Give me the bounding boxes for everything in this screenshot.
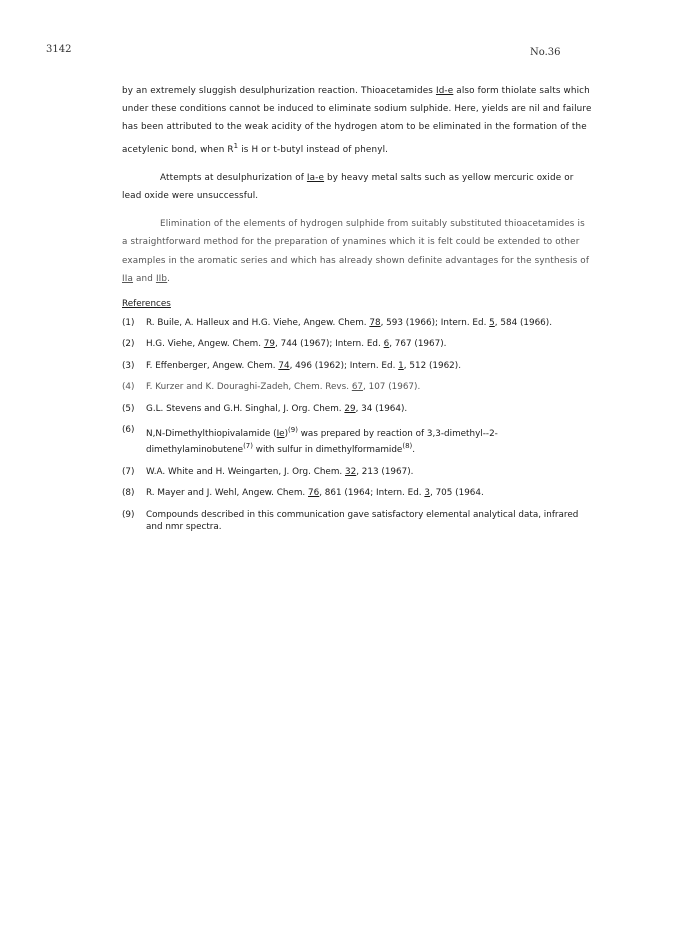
reference-item xyxy=(122,338,592,350)
text-run: , 512 (1962). xyxy=(403,360,462,371)
reference-text xyxy=(146,317,592,329)
text-run: W.A. White and H. Weingarten, J. Org. Chem. xyxy=(146,466,345,477)
volume: 79 xyxy=(263,339,275,350)
issue-number: No.36 xyxy=(530,47,561,58)
text-run: , 705 (1964. xyxy=(429,488,484,499)
reference-number: (6) xyxy=(122,425,135,436)
text-run: G.L. Stevens and G.H. Singhal, J. Org. Chem. xyxy=(146,403,345,414)
reference-text xyxy=(146,338,592,350)
reference-text: N,N-Dimethylthiopivalamide $(Ie)^{(9)}$ was prepared by reaction of 3,3-dimethyl--2-dimethylaminobutene$^{(7)}$ with sulfur in dimethylformamide$^{(8)}$. xyxy=(146,426,498,456)
compound-ref: Ia-e xyxy=(306,172,325,183)
compound-ref: IIb xyxy=(155,273,168,284)
text-run: , 213 (1967). xyxy=(356,466,414,477)
reference-item xyxy=(122,317,592,329)
text-run: , 593 (1966); Intern. Ed. xyxy=(380,318,490,329)
reference-list xyxy=(122,317,592,533)
reference-text xyxy=(146,360,592,372)
text-run: F. Effenberger, Angew. Chem. xyxy=(146,360,279,371)
reference-number: (1) xyxy=(122,318,135,329)
text-run: N,N-Dimethylthiopivalamide ( xyxy=(146,429,277,440)
text-run: F. Kurzer and K. Douraghi-Zadeh, Chem. Revs. xyxy=(146,382,352,393)
reference-item xyxy=(122,424,592,457)
reference-text xyxy=(146,487,592,499)
paragraph-2 xyxy=(122,169,592,205)
reference-text xyxy=(146,509,592,534)
reference-number: (2) xyxy=(122,339,135,350)
volume: 76 xyxy=(308,488,320,499)
volume: 74 xyxy=(278,360,290,371)
text-run: , 767 (1967). xyxy=(389,339,447,350)
volume: 5 xyxy=(489,318,495,329)
paragraph-3 xyxy=(122,215,592,288)
text-run: was prepared by reaction of 3,3-dimethyl--2-dimethylaminobutene xyxy=(146,429,498,456)
reference-item xyxy=(122,403,592,415)
text-run: , 584 (1966). xyxy=(494,318,553,329)
reference-item xyxy=(122,487,592,499)
volume: 3 xyxy=(424,488,430,499)
text-run: R. Buile, A. Halleux and H.G. Viehe, Angew. Chem. xyxy=(146,318,370,329)
text-run: , 861 (1964; Intern. Ed. xyxy=(319,488,425,499)
text-run: is H or t-butyl instead of phenyl. xyxy=(238,144,389,155)
superscript: 1 xyxy=(233,141,239,150)
volume: 29 xyxy=(344,403,356,414)
volume: 67 xyxy=(351,382,364,393)
text-run: by an extremely sluggish desulphurization reaction. Thioacetamides xyxy=(122,86,436,96)
text-run: , 34 (1964). xyxy=(355,403,408,414)
reference-text xyxy=(146,466,592,478)
text-run: and xyxy=(133,273,156,284)
volume: 32 xyxy=(345,466,357,477)
reference-item xyxy=(122,509,592,534)
text-run: H.G. Viehe, Angew. Chem. xyxy=(146,339,264,350)
superscript: (8) xyxy=(402,442,413,451)
reference-text xyxy=(146,381,592,393)
reference-number: (3) xyxy=(122,360,135,371)
reference-item xyxy=(122,381,592,393)
text-run: with sulfur in dimethylformamide xyxy=(252,445,403,456)
text-run: by heavy metal salts such as yellow mercuric oxide or lead oxide were unsuccessful. xyxy=(122,172,574,202)
text-run: . xyxy=(412,445,416,456)
article-body xyxy=(122,82,592,543)
text-run: , 744 (1967); Intern. Ed. xyxy=(275,339,384,350)
reference-number: (8) xyxy=(122,488,135,499)
compound-ref: Id-e xyxy=(435,86,454,96)
reference-text xyxy=(146,403,592,415)
reference-number: (9) xyxy=(122,509,135,520)
text-run: Attempts at desulphurization of xyxy=(160,172,307,183)
volume: 6 xyxy=(383,339,390,350)
text-run: . xyxy=(167,273,171,284)
reference-number: (7) xyxy=(122,466,135,477)
volume: 78 xyxy=(369,318,381,329)
reference-item xyxy=(122,360,592,372)
text-run: Compounds described in this communication gave satisfactory elemental analytical data, infrared and nmr spectra. xyxy=(146,509,579,533)
text-run: Elimination of the elements of hydrogen sulphide from suitably substituted thioacetamides is a straightforward method for the preparation of ynamines which it is felt could be extended to other examples in the aromatic series and which has already shown definite advantages for the synthesis of xyxy=(122,219,590,266)
superscript: (9) xyxy=(288,426,298,435)
superscript: (7) xyxy=(243,442,253,451)
compound-ref: Ie xyxy=(276,429,285,440)
reference-number: (5) xyxy=(122,403,135,414)
text-run: also form thiolate salts which under these conditions cannot be induced to eliminate sodium sulphide. Here, yields are nil and failure has been attributed to the weak acidity of the hydrogen atom to be eliminated in the formation of the acetylenic bond, when R xyxy=(122,86,592,155)
page-number: 3142 xyxy=(46,44,72,55)
text-run: , 496 (1962); Intern. Ed. xyxy=(289,360,399,371)
compound-ref: IIa xyxy=(122,273,134,284)
reference-item xyxy=(122,466,592,478)
text-run: R. Mayer and J. Wehl, Angew. Chem. xyxy=(146,488,309,499)
paragraph-1 xyxy=(122,82,592,159)
text-run: , 107 (1967). xyxy=(363,382,421,393)
references-heading: References xyxy=(122,299,171,310)
volume: 1 xyxy=(398,360,404,371)
reference-number: (4) xyxy=(122,382,135,393)
